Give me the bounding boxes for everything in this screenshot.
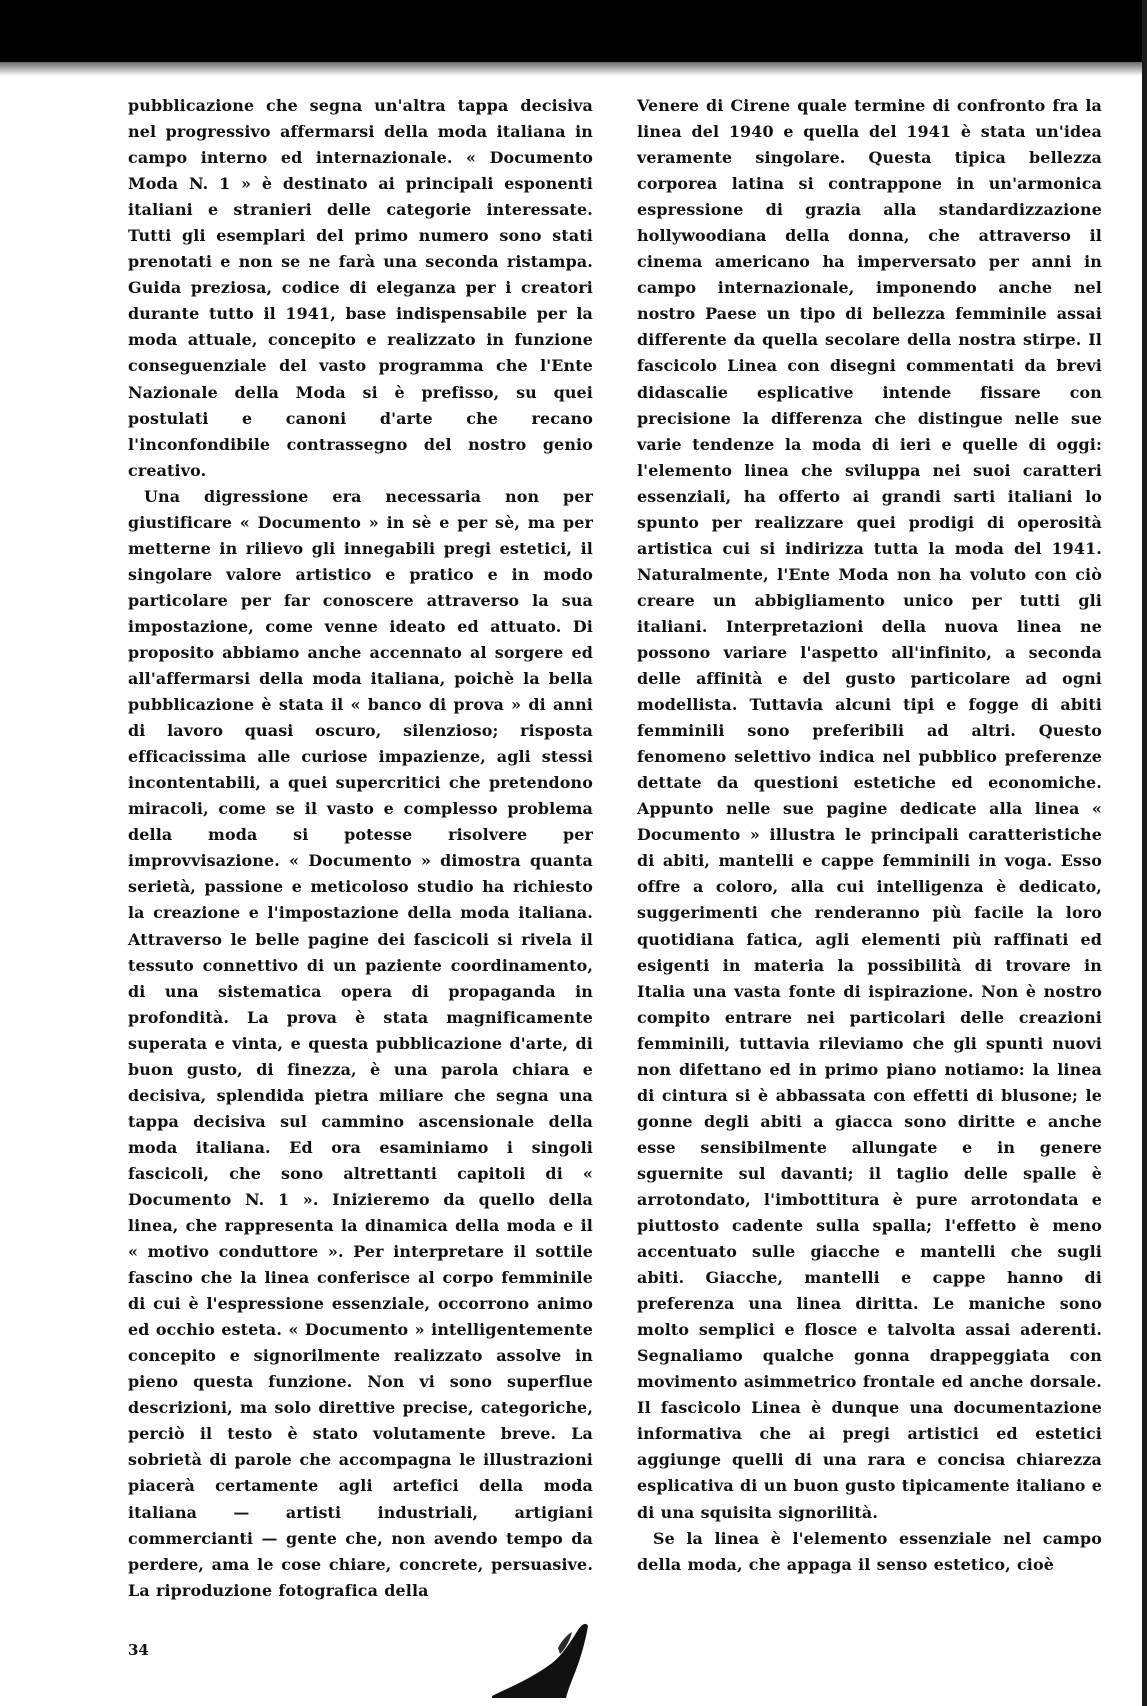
right-text-column: [637, 93, 1102, 1578]
left-paragraph-2: Una digressione era necessaria non per giustificare « Documento » in sè e per sè, ma per metterne in rilievo gli innegabili pregi estetici, il singolare valore artistico e pratico e in modo particolare per far conoscere attraverso la sua impostazione, come venne ideato ed attuato. Di proposito abbiamo anche accennato al sorgere ed all'affermarsi della moda italiana, poichè la bella pubblicazione è stata il « banco di prova » di anni di lavoro quasi oscuro, silenzioso; risposta efficacissima alle curiose impazienze, agli stessi incontentabili, a quei supercritici che pretendono miracoli, come se il vasto e complesso problema della moda si potesse risolvere per improvvisazione. « Documento » dimostra quanta serietà, passione e meticoloso studio ha richiesto la creazione e l'impostazione della moda italiana. Attraverso le belle pagine dei fascicoli si rivela il tessuto connettivo di un paziente coordinamento, di una sistematica opera di propaganda in profondità. La prova è stata magnificamente superata e vinta, e questa pubblicazione d'arte, di buon gusto, di finezza, è una parola chiara e decisiva, splendida pietra miliare che segna una tappa decisiva sul cammino ascensionale della moda italiana. Ed ora esaminiamo i singoli fascicoli, che sono altrettanti capitoli di « Documento N. 1 ». Inizieremo da quello della linea, che rappresenta la dinamica della moda e il « motivo conduttore ». Per interpretare il sottile fascino che la linea conferisce al corpo femminile di cui è l'espressione essenziale, occorrono animo ed occhio esteta. « Documento » intelligentemente concepito e signorilmente realizzato assolve in pieno questa funzione. Non vi sono superflue descrizioni, ma solo direttive precise, categoriche, perciò il testo è stato volutamente breve. La sobrietà di parole che accompagna le illustrazioni piacerà certamente agli artefici della moda italiana — artisti industriali, artigiani commercianti — gente che, non avendo tempo da perdere, ama le cose chiare, concrete, persuasive. La riproduzione fotografica della: [128, 486, 593, 1600]
scan-right-border: [1142, 0, 1147, 1706]
scan-shadow: [0, 62, 1147, 76]
scan-top-border: [0, 0, 1147, 62]
ink-blot-mark: [488, 1618, 598, 1698]
page-number: 34: [128, 1641, 149, 1659]
right-paragraph-2: Se la linea è l'elemento essenziale nel campo della moda, che appaga il senso estetico, cioè: [637, 1528, 1102, 1574]
left-paragraph-1: pubblicazione che segna un'altra tappa decisiva nel progressivo affermarsi della moda italiana in campo interno ed internazionale. « Documento Moda N. 1 » è destinato ai principali esponenti italiani e stranieri delle categorie interessate. Tutti gli esemplari del primo numero sono stati prenotati e non se ne farà una seconda ristampa. Guida preziosa, codice di eleganza per i creatori durante tutto il 1941, base indispensabile per la moda attuale, concepito e realizzato in funzione conseguenziale del vasto programma che l'Ente Nazionale della Moda si è prefisso, su quei postulati e canoni d'arte che recano l'inconfondibile contrassegno del nostro genio creativo.: [128, 96, 593, 480]
right-paragraph-1: Venere di Cirene quale termine di confronto fra la linea del 1940 e quella del 1941 è stata un'idea veramente singolare. Questa tipica bellezza corporea latina si contrappone in un'armonica espressione di grazia alla standardizzazione hollywoodiana della donna, che attraverso il cinema americano ha imperversato per anni in campo internazionale, imponendo anche nel nostro Paese un tipo di bellezza femminile assai differente da quella secolare della nostra stirpe. Il fascicolo Linea con disegni commentati da brevi didascalie esplicative intende fissare con precisione la differenza che distingue nelle sue varie tendenze la moda di ieri e quelle di oggi: l'elemento linea che sviluppa nei suoi caratteri essenziali, ha offerto ai grandi sarti italiani lo spunto per realizzare quei prodigi di operosità artistica cui si indirizza tutta la moda del 1941. Naturalmente, l'Ente Moda non ha voluto con ciò creare un abbigliamento unico per tutti gli italiani. Interpretazioni della nuova linea ne possono variare l'aspetto all'infinito, a seconda delle affinità e del gusto particolare ad ogni modellista. Tuttavia alcuni tipi e fogge di abiti femminili sono preferibili ad altri. Questo fenomeno selettivo indica nel pubblico preferenze dettate da questioni estetiche ed economiche. Appunto nelle sue pagine dedicate alla linea « Documento » illustra le principali caratteristiche di abiti, mantelli e cappe femminili in voga. Esso offre a coloro, alla cui intelligenza è dedicato, suggerimenti che renderanno più facile la loro quotidiana fatica, agli elementi più raffinati ed esigenti in materia la possibilità di trovare in Italia una vasta fonte di ispirazione. Non è nostro compito entrare nei particolari delle creazioni femminili, tuttavia rileviamo che gli spunti nuovi non difettano ed in primo piano notiamo: la linea di cintura si è abbassata con effetti di blusone; le gonne degli abiti a giacca sono diritte e anche esse sensibilmente allungate e in genere sguernite sul davanti; il taglio delle spalle è arrotondato, l'imbottitura è pure arrotondata e piuttosto cadente sulla spalla; l'effetto è meno accentuato sulle giacche e mantelli che sugli abiti. Giacche, mantelli e cappe hanno di preferenza una linea diritta. Le maniche sono molto semplici e flosce e talvolta assai aderenti. Segnaliamo qualche gonna drappeggiata con movimento asimmetrico frontale ed anche dorsale. Il fascicolo Linea è dunque una documentazione informativa che ai pregi artistici ed estetici aggiunge quelli di una rara e concisa chiarezza esplicativa di un buon gusto tipicamente italiano e di una squisita signorilità.: [637, 96, 1102, 1522]
left-text-column: [128, 93, 593, 1604]
